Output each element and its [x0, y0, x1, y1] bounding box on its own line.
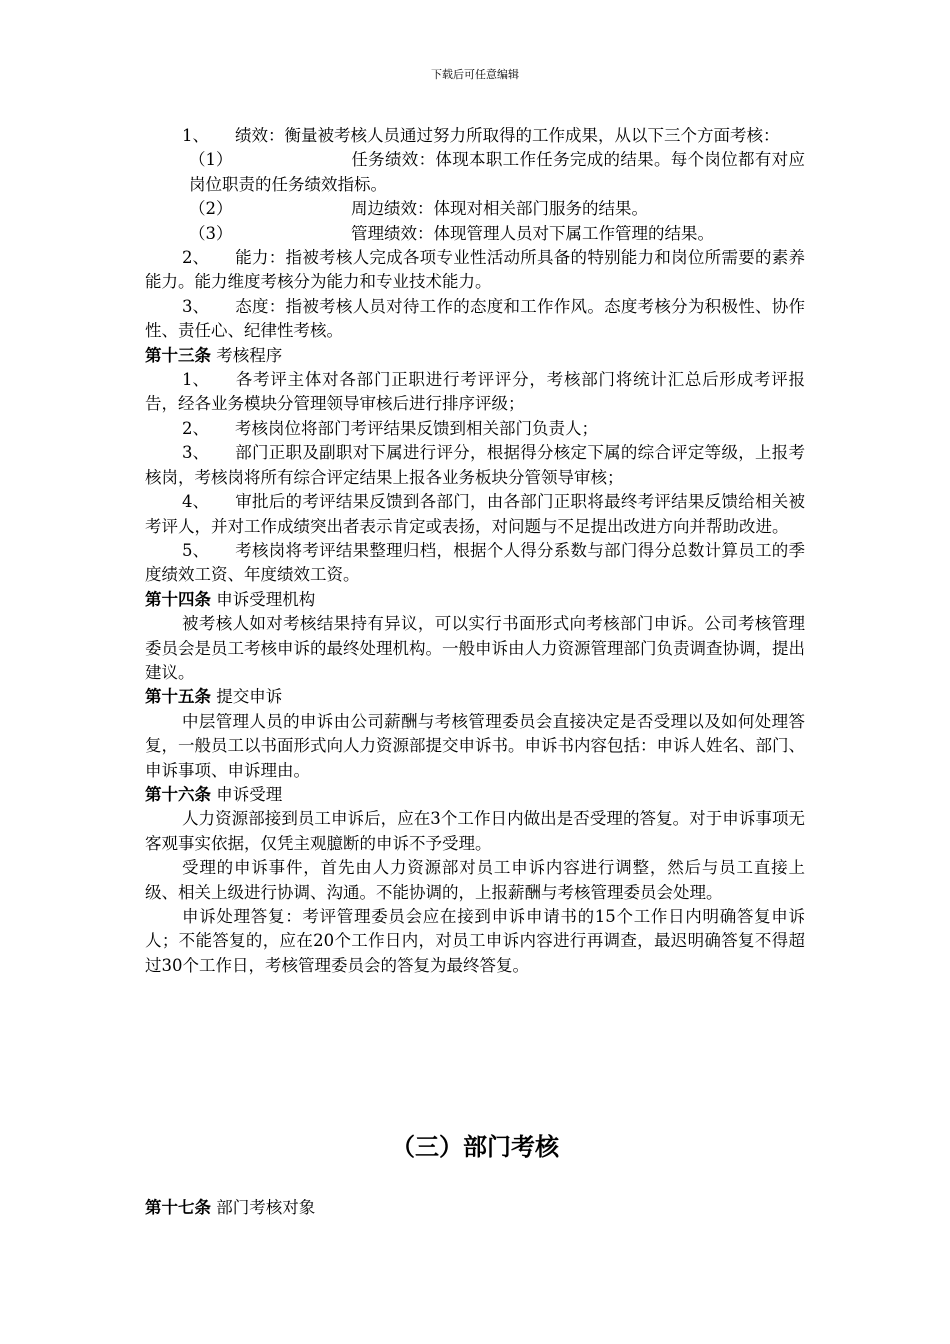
paragraph: 申诉处理答复：考评管理委员会应在接到申诉申请书的15个工作日内明确答复申诉人；不能答复的，应在20个工作日内，对员工申诉内容进行再调查，最迟明确答复不得超过30个工作日，考核管理委员会的答复为最终答复。 — [145, 907, 805, 975]
item-text: 态度：指被考核人员对待工作的态度和工作作风。态度考核分为积极性、协作性、责任心、纪律性考核。 — [145, 296, 805, 341]
page-header: 下载后可任意编辑 — [431, 68, 519, 81]
item-text: 部门正职及副职对下属进行评分，根据得分核定下属的综合评定等级，上报考核岗，考核岗将所有综合评定结果上报各业务板块分管领导审核； — [145, 443, 805, 487]
item-text: 审批后的考评结果反馈到各部门，由各部门正职将最终考评结果反馈给相关被考评人，并对工作成绩突出者表示肯定或表扬，对问题与不足提出改进方向并帮助改进。 — [145, 492, 805, 536]
paragraph: 被考核人如对考核结果持有异议，可以实行书面形式向考核部门申诉。公司考核管理委员会是员工考核申诉的最终处理机构。一般申诉由人力资源管理部门负责调查协调，提出建议。 — [145, 614, 805, 682]
section-title: （三）部门考核 — [391, 1132, 559, 1161]
sub-item — [145, 197, 805, 221]
item-number: 1、 — [182, 370, 209, 390]
article-label: 第十七条 — [145, 1198, 211, 1217]
article-title: 部门考核对象 — [216, 1198, 316, 1217]
item-number: 5、 — [182, 540, 209, 560]
sub-item — [145, 222, 805, 246]
article-heading — [145, 1196, 315, 1220]
sub-item — [145, 148, 805, 197]
item-text: 绩效：衡量被考核人员通过努力所取得的工作成果，从以下三个方面考核： — [235, 126, 780, 145]
article-heading — [145, 685, 805, 709]
paragraph: 人力资源部接到员工申诉后，应在3个工作日内做出是否受理的答复。对于申诉事项无客观事实依据，仅凭主观臆断的申诉不予受理。 — [145, 809, 805, 853]
article-title: 申诉受理 — [216, 784, 283, 804]
article-title: 申诉受理机构 — [216, 589, 316, 609]
item-number: 1、 — [182, 126, 209, 145]
list-item — [145, 417, 805, 441]
article-heading — [145, 783, 805, 807]
item-number: 3、 — [182, 443, 209, 463]
item-number: 4、 — [182, 492, 209, 512]
article-heading — [145, 344, 805, 368]
item-text: 各考评主体对各部门正职进行考评评分，考核部门将统计汇总后形成考评报告，经各业务模块分管理领导审核后进行排序评级； — [145, 370, 805, 414]
sub-item-text: 管理绩效：体现管理人员对下属工作管理的结果。 — [351, 223, 714, 243]
list-item — [145, 368, 805, 417]
item-number: 2、 — [182, 248, 209, 268]
item-text: 考核岗位将部门考评结果反馈到相关部门负责人； — [235, 418, 598, 438]
article-label: 第十六条 — [145, 784, 211, 804]
sub-item-number: （2） — [189, 199, 233, 219]
article-label: 第十三条 — [145, 345, 211, 365]
sub-item-number: （1） — [189, 150, 233, 170]
list-item — [145, 124, 805, 148]
list-item — [145, 490, 805, 539]
paragraph: 中层管理人员的申诉由公司薪酬与考核管理委员会直接决定是否受理以及如何处理答复，一般员工以书面形式向人力资源部提交申诉书。申诉书内容包括：申诉人姓名、部门、申诉事项、申诉理由。 — [145, 711, 805, 780]
list-item — [145, 441, 805, 490]
sub-item-text: 任务绩效：体现本职工作任务完成的结果。每个岗位都有对应岗位职责的任务绩效指标。 — [189, 150, 805, 194]
document-body — [145, 124, 805, 978]
list-item — [145, 539, 805, 588]
item-text: 考核岗将考评结果整理归档，根据个人得分系数与部门得分总数计算员工的季度绩效工资、年度绩效工资。 — [145, 540, 805, 585]
item-number: 3、 — [182, 296, 209, 316]
article-heading — [145, 588, 805, 612]
item-number: 2、 — [182, 418, 209, 438]
sub-item-text: 周边绩效：体现对相关部门服务的结果。 — [351, 199, 648, 219]
article-title: 提交申诉 — [216, 687, 283, 707]
article-title: 考核程序 — [216, 345, 283, 365]
paragraph: 受理的申诉事件，首先由人力资源部对员工申诉内容进行调整，然后与员工直接上级、相关上级进行协调、沟通。不能协调的，上报薪酬与考核管理委员会处理。 — [145, 858, 805, 902]
sub-item-number: （3） — [189, 223, 233, 243]
article-label: 第十四条 — [145, 589, 211, 609]
item-text: 能力：指被考核人完成各项专业性活动所具备的特别能力和岗位所需要的素养能力。能力维度考核分为能力和专业技术能力。 — [145, 248, 805, 292]
list-item — [145, 246, 805, 295]
list-item — [145, 295, 805, 344]
article-label: 第十五条 — [145, 687, 211, 707]
